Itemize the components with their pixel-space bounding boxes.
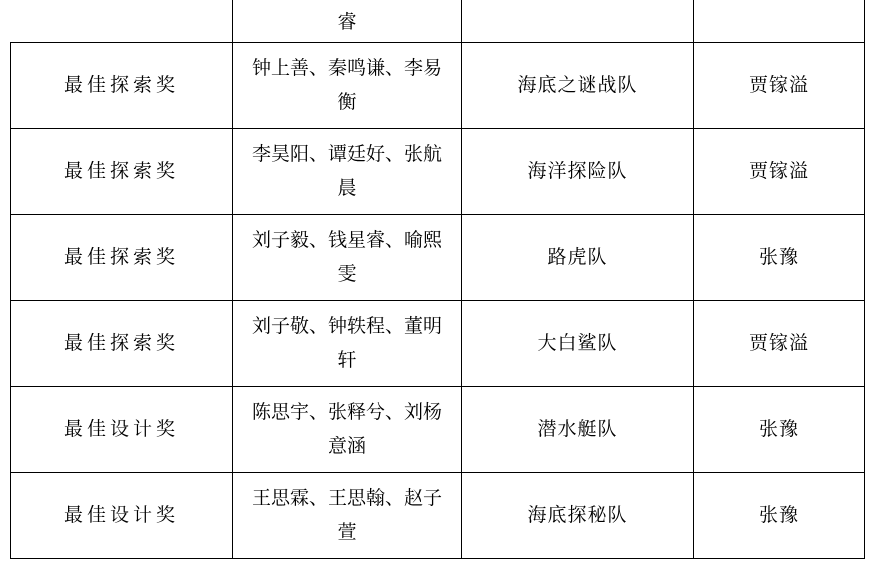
cell-award: 最佳探索奖 [11, 215, 233, 301]
cell-members: 刘子毅、钱星睿、喻熙雯 [233, 215, 462, 301]
cell-judge: 张豫 [694, 215, 865, 301]
cell-team: 潜水艇队 [462, 387, 694, 473]
cell-members-partial: 睿 [233, 0, 462, 43]
table-row [11, 215, 865, 301]
cell-judge: 贾镓溢 [694, 301, 865, 387]
cell-team: 大白鲨队 [462, 301, 694, 387]
cell-team: 海底探秘队 [462, 473, 694, 559]
cell-team-partial [462, 0, 694, 43]
table-row [11, 473, 865, 559]
table-row-partial [11, 0, 865, 43]
cell-award: 最佳探索奖 [11, 301, 233, 387]
table-row [11, 301, 865, 387]
cell-team: 海底之谜战队 [462, 43, 694, 129]
table-body [11, 0, 865, 559]
cell-team: 海洋探险队 [462, 129, 694, 215]
cell-award: 最佳设计奖 [11, 473, 233, 559]
cell-members: 王思霖、王思翰、赵子萱 [233, 473, 462, 559]
cell-award-partial [11, 0, 233, 43]
cell-judge: 贾镓溢 [694, 129, 865, 215]
cell-members: 钟上善、秦鸣谦、李易衡 [233, 43, 462, 129]
cell-judge: 张豫 [694, 473, 865, 559]
cell-members: 陈思宇、张释兮、刘杨意涵 [233, 387, 462, 473]
table-row [11, 387, 865, 473]
table-row [11, 129, 865, 215]
cell-judge-partial [694, 0, 865, 43]
table-row [11, 43, 865, 129]
cell-members: 李昊阳、谭廷好、张航晨 [233, 129, 462, 215]
cell-award: 最佳设计奖 [11, 387, 233, 473]
cell-judge: 贾镓溢 [694, 43, 865, 129]
cell-team: 路虎队 [462, 215, 694, 301]
cell-award: 最佳探索奖 [11, 43, 233, 129]
cell-judge: 张豫 [694, 387, 865, 473]
award-results-table [10, 0, 865, 559]
cell-award: 最佳探索奖 [11, 129, 233, 215]
cell-members: 刘子敬、钟轶程、董明轩 [233, 301, 462, 387]
